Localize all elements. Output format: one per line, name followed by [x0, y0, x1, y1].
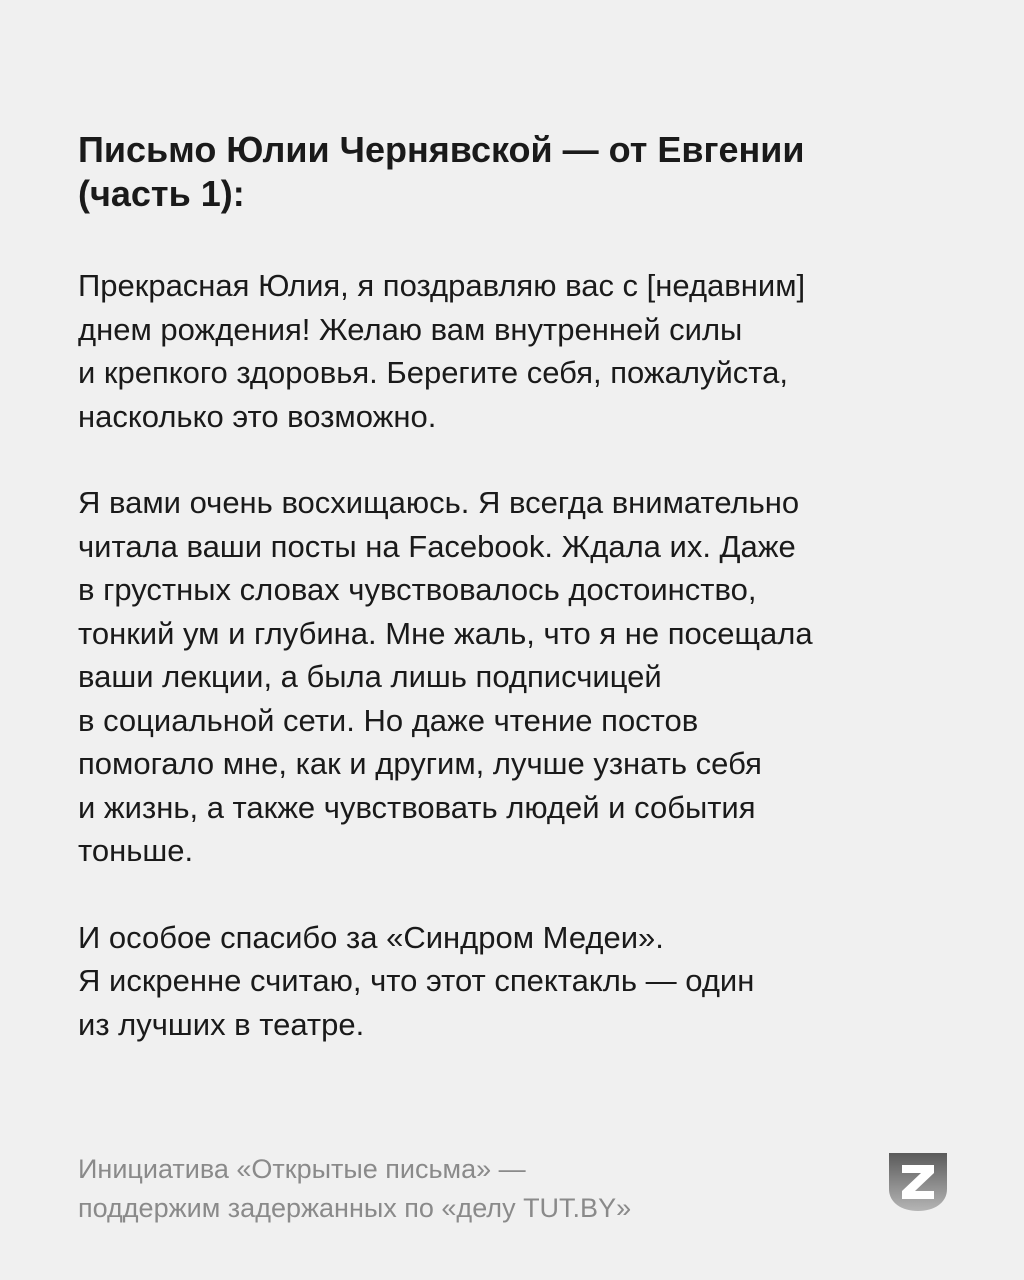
title-line: Письмо Юлии Чернявской — от Евгении: [78, 129, 805, 170]
paragraph-line: из лучших в театре.: [78, 1006, 365, 1042]
paragraph-line: и жизнь, а также чувствовать людей и события: [78, 789, 756, 825]
footer-line: Инициатива «Открытые письма» —: [78, 1154, 526, 1184]
paragraph-line: в социальной сети. Но даже чтение постов: [78, 702, 699, 738]
paragraph-line: Я искренне считаю, что этот спектакль — один: [78, 963, 755, 998]
paragraph-line: помогало мне, как и другим, лучше узнать себя: [78, 746, 762, 781]
letter-paragraph-3: [78, 916, 968, 1047]
letter-paragraph-2: [78, 481, 968, 873]
initiative-footer: [78, 1150, 631, 1228]
paragraph-line: читала ваши посты на Facebook. Ждала их. Даже: [78, 528, 796, 564]
paragraph-line: тонкий ум и глубина. Мне жаль, что я не посещала: [78, 615, 813, 651]
paragraph-line: и крепкого здоровья. Берегите себя, пожалуйста,: [78, 355, 789, 390]
paragraph-line: насколько это возможно.: [78, 398, 437, 434]
paragraph-line: Прекрасная Юлия, я поздравляю вас с [недавним]: [78, 268, 806, 303]
paragraph-line: Я вами очень восхищаюсь. Я всегда внимательно: [78, 485, 800, 520]
footer-line: поддержим задержанных по «делу TUT.BY»: [78, 1193, 632, 1223]
paragraph-line: днем рождения! Желаю вам внутренней силы: [78, 311, 743, 347]
letter-card: [78, 128, 968, 1046]
paragraph-line: И особое спасибо за «Синдром Медеи».: [78, 919, 664, 955]
logo-svg: [887, 1151, 949, 1213]
paragraph-line: тоньше.: [78, 833, 194, 868]
paragraph-line: ваши лекции, а была лишь подписчицей: [78, 659, 662, 694]
z-shield-logo-icon: [887, 1151, 949, 1213]
letter-paragraph-1: [78, 264, 968, 438]
letter-title: [78, 128, 968, 216]
title-line: (часть 1):: [78, 173, 245, 214]
paragraph-line: в грустных словах чувствовалось достоинство,: [78, 572, 757, 607]
